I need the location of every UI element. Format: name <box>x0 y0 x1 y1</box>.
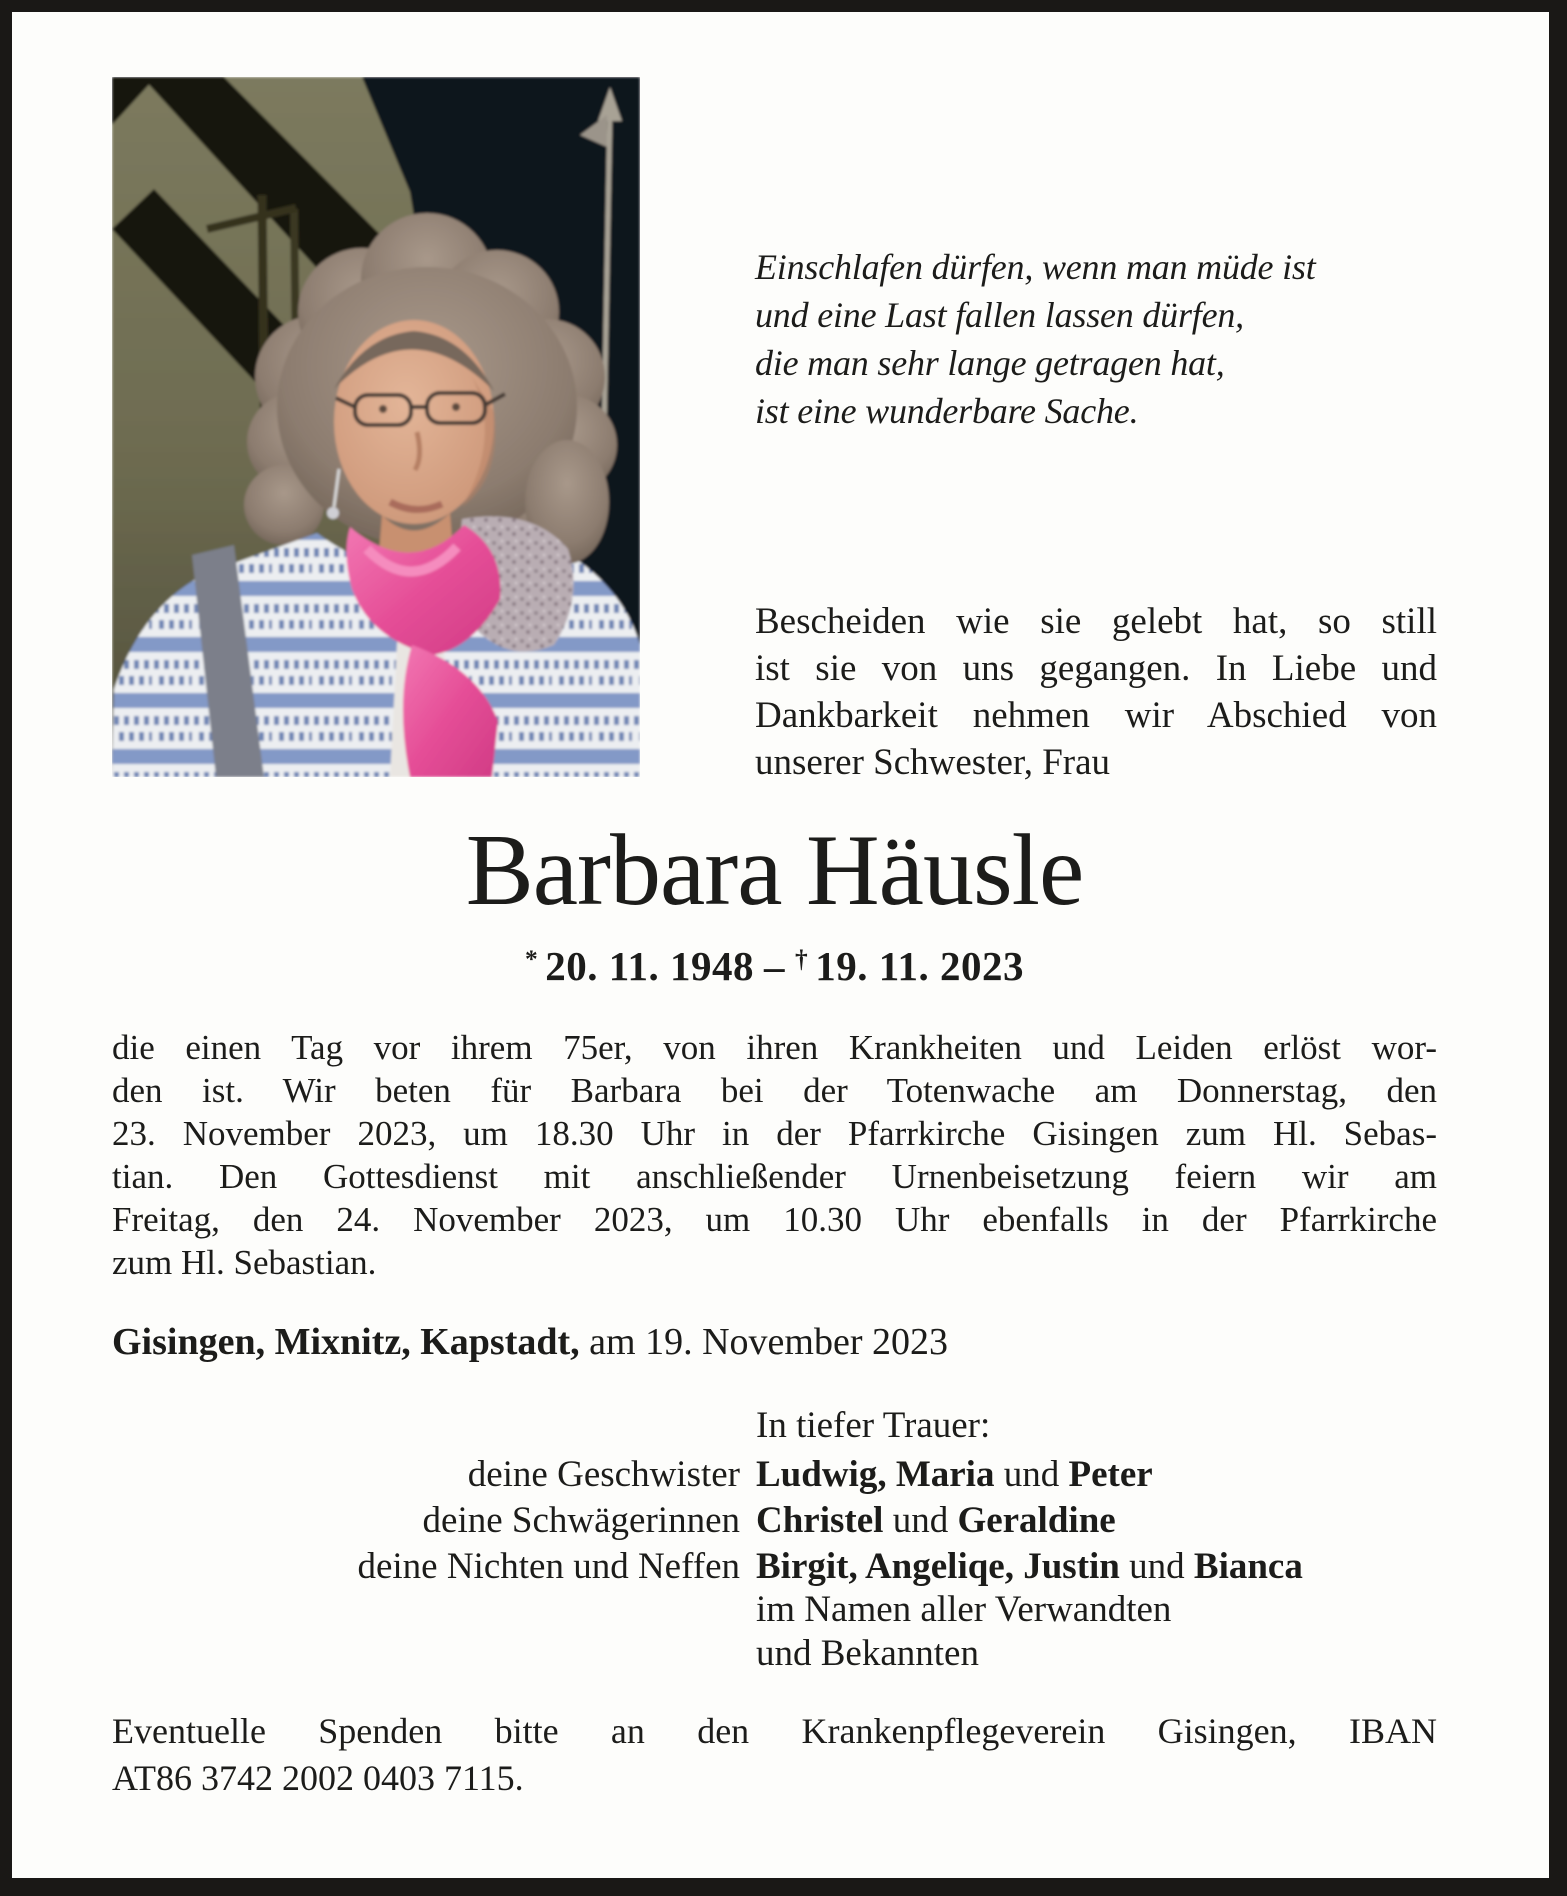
mourners-row-names <box>756 1452 1153 1498</box>
text-line: und eine Last fallen lassen dürfen, <box>755 295 1244 335</box>
birth-date: 20. 11. 1948 <box>545 943 754 989</box>
text-line: zum Hl. Sebastian. <box>112 1243 377 1282</box>
text-line: und Bekannten <box>756 1633 979 1674</box>
closing-lines <box>756 1588 1171 1676</box>
text-line: tian. Den Gottesdienst mit anschließender Urnenbeisetzung feiern wir am <box>112 1157 1437 1196</box>
death-date: 19. 11. 2023 <box>815 943 1024 989</box>
dateline <box>112 1320 1437 1364</box>
mourner-names-separator: und <box>883 1500 958 1541</box>
text-line: Dankbarkeit nehmen wir Abschied von <box>755 695 1437 736</box>
intro-text <box>755 598 1437 786</box>
text-line: die man sehr lange getragen hat, <box>755 343 1225 383</box>
dates-dash: – <box>764 943 785 989</box>
mourners-row-names <box>756 1498 1116 1544</box>
memorial-verse <box>755 243 1316 435</box>
text-line: Einschlafen dürfen, wenn man müde ist <box>755 247 1316 287</box>
dateline-places: Gisingen, Mixnitz, Kapstadt, <box>112 1321 580 1363</box>
mourner-names-bold: Ludwig, Maria <box>756 1454 995 1495</box>
text-line: im Namen aller Verwandten <box>756 1589 1172 1630</box>
donation-note <box>112 1708 1437 1802</box>
text-line: unserer Schwester, Frau <box>755 742 1111 783</box>
mourner-names-bold: Birgit, Angeliqe, Justin <box>756 1546 1120 1587</box>
dateline-date: am 19. November 2023 <box>579 1321 948 1363</box>
life-dates <box>112 942 1437 990</box>
mourner-names-bold: Geraldine <box>957 1500 1116 1541</box>
text-line: ist sie von uns gegangen. In Liebe und <box>755 648 1437 689</box>
text-line: Freitag, den 24. November 2023, um 10.30 Uhr ebenfalls in der Pfarrkirche <box>112 1200 1437 1239</box>
mourner-names-bold: Bianca <box>1193 1546 1303 1587</box>
deceased-name: Barbara Häusle <box>465 814 1084 927</box>
mourner-names-separator: und <box>1119 1546 1194 1587</box>
death-cross-symbol: † <box>795 945 809 974</box>
mourner-names-bold: Christel <box>756 1500 884 1541</box>
text-line: ist eine wunderbare Sache. <box>755 391 1139 431</box>
mourners-row <box>112 1452 1437 1498</box>
mourning-heading: In tiefer Trauer: <box>756 1405 991 1446</box>
text-line: die einen Tag vor ihrem 75er, von ihren Krankheiten und Leiden erlöst wor- <box>112 1028 1437 1067</box>
mourner-names-bold: Peter <box>1068 1454 1153 1495</box>
mourners-row-label: deine Nichten und Neffen <box>357 1546 740 1587</box>
text-line: 23. November 2023, um 18.30 Uhr in der Pfarrkirche Gisingen zum Hl. Sebas- <box>112 1114 1437 1153</box>
text-line: Bescheiden wie sie gelebt hat, so still <box>755 601 1437 642</box>
mourners-row <box>112 1498 1437 1544</box>
text-line: den ist. Wir beten für Barbara bei der Totenwache am Donnerstag, den <box>112 1071 1437 1110</box>
mourner-names-separator: und <box>994 1454 1069 1495</box>
announcement-text <box>112 1026 1437 1284</box>
paper <box>12 12 1549 1878</box>
mourners-row-label: deine Geschwister <box>467 1454 740 1495</box>
mourners-row <box>112 1544 1437 1590</box>
text-line: Eventuelle Spenden bitte an den Krankenpflegeverein Gisingen, IBAN <box>112 1711 1437 1751</box>
mourners-list <box>112 1452 1437 1590</box>
birth-star-symbol: * <box>525 945 539 974</box>
portrait-photo <box>112 77 640 777</box>
mourners-row-label: deine Schwägerinnen <box>422 1500 740 1541</box>
text-line: AT86 3742 2002 0403 7115. <box>112 1758 524 1798</box>
mourners-row-names <box>756 1544 1303 1590</box>
